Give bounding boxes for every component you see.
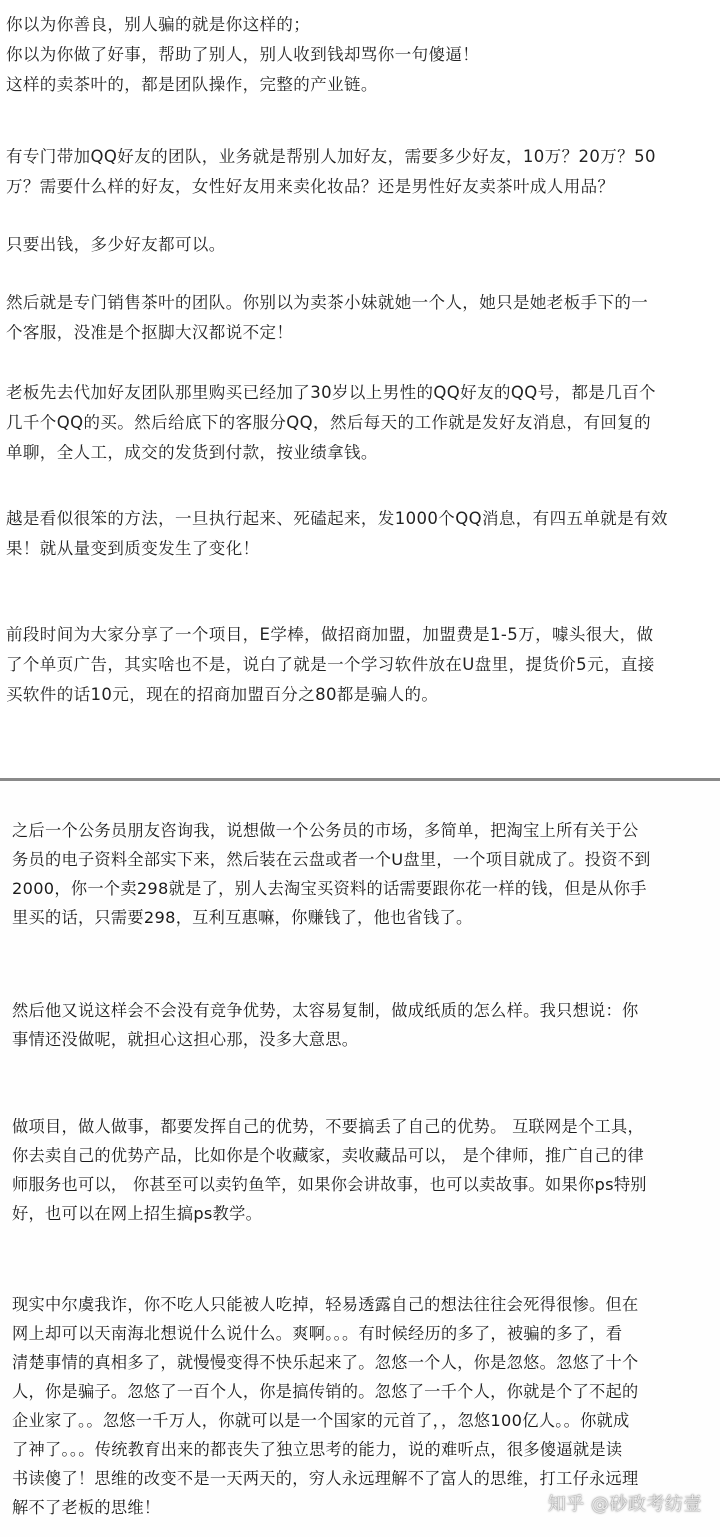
text-line: 然后他又说这样会不会没有竞争优势，太容易复制，做成纸质的怎么样。我只想说：你 <box>12 1001 639 1020</box>
zhihu-watermark: 知乎 @砂政考纺壹 <box>547 1494 702 1515</box>
text-line: 买软件的话10元，现在的招商加盟百分之80都是骗人的。 <box>6 685 439 704</box>
text-line: 单聊，全人工，成交的发货到付款，按业绩拿钱。 <box>6 443 378 462</box>
text-line: 了个单页广告，其实啥也不是，说白了就是一个学习软件放在U盘里，提货价5元，直接 <box>6 655 655 674</box>
text-line: 2000，你一个卖298就是了，别人去淘宝买资料的话需要跟你花一样的钱，但是从你手 <box>12 879 647 898</box>
text-line: 老板先去代加好友团队那里购买已经加了30岁以上男性的QQ好友的QQ号，都是几百个 <box>6 383 656 402</box>
text-line: 做项目，做人做事，都要发挥自己的优势，不要搞丢了自己的优势。 互联网是个工具， <box>12 1117 644 1136</box>
text-line: 人，你是骗子。忽悠了一百个人，你是搞传销的。忽悠了一千个人，你就是个了不起的 <box>12 1382 639 1401</box>
paragraph-3 <box>6 230 714 260</box>
text-line: 几千个QQ的买。然后给底下的客服分QQ，然后每天的工作就是发好友消息，有回复的 <box>6 413 652 432</box>
text-line: 解不了老板的思维！ <box>12 1498 161 1517</box>
article-top-section <box>0 0 720 760</box>
text-line: 事情还没做呢，就担心这担心那，没多大意思。 <box>12 1030 359 1049</box>
paragraph-9 <box>12 996 712 1054</box>
text-line: 好，也可以在网上招生搞ps教学。 <box>12 1204 263 1223</box>
paragraph-5 <box>6 378 714 468</box>
paragraph-8 <box>12 816 712 932</box>
paragraph-4 <box>6 288 714 348</box>
text-line: 务员的电子资料全部实下来，然后装在云盘或者一个U盘里，一个项目就成了。投资不到 <box>12 850 651 869</box>
text-line: 书读傻了！思维的改变不是一天两天的，穷人永远理解不了富人的思维，打工仔永远理 <box>12 1469 639 1488</box>
text-line: 只要出钱，多少好友都可以。 <box>6 235 226 254</box>
text-line: 个客服，没准是个抠脚大汉都说不定！ <box>6 323 294 342</box>
text-line: 前段时间为大家分享了一个项目，E学棒，做招商加盟，加盟费是1-5万，噱头很大，做 <box>6 625 654 644</box>
text-line: 你以为你善良，别人骗的就是你这样的； <box>6 15 311 34</box>
text-line: 这样的卖茶叶的，都是团队操作，完整的产业链。 <box>6 75 378 94</box>
text-line: 现实中尔虞我诈，你不吃人只能被人吃掉，轻易透露自己的想法往往会死得很惨。但在 <box>12 1295 639 1314</box>
paragraph-10 <box>12 1112 712 1228</box>
paragraph-1 <box>6 10 714 100</box>
text-line: 你去卖自己的优势产品，比如你是个收藏家，卖收藏品可以， 是个律师，推广自己的律 <box>12 1146 644 1165</box>
text-line: 师服务也可以， 你甚至可以卖钓鱼竿，如果你会讲故事，也可以卖故事。如果你ps特别 <box>12 1175 647 1194</box>
text-line: 里买的话，只需要298，互利互惠嘛，你赚钱了，他也省钱了。 <box>12 908 473 927</box>
text-line: 万？需要什么样的好友，女性好友用来卖化妆品？还是男性好友卖茶叶成人用品？ <box>6 177 615 196</box>
text-line: 果！就从量变到质变发生了变化！ <box>6 539 260 558</box>
section-divider <box>0 778 720 781</box>
paragraph-6 <box>6 504 714 564</box>
text-line: 了神了。。。传统教育出来的都丧失了独立思考的能力，说的难听点，很多傻逼就是读 <box>12 1440 623 1459</box>
text-line: 网上却可以天南海北想说什么说什么。爽啊。。。有时候经历的多了，被骗的多了，看 <box>12 1324 623 1343</box>
text-line: 之后一个公务员朋友咨询我，说想做一个公务员的市场，多简单，把淘宝上所有关于公 <box>12 821 639 840</box>
paragraph-7 <box>6 620 714 710</box>
text-line: 你以为你做了好事，帮助了别人，别人收到钱却骂你一句傻逼！ <box>6 45 480 64</box>
text-line: 有专门带加QQ好友的团队，业务就是帮别人加好友，需要多少好友，10万？20万？50 <box>6 147 656 166</box>
text-line: 企业家了。。忽悠一千万人，你就可以是一个国家的元首了，，忽悠100亿人。。你就成 <box>12 1411 630 1430</box>
text-line: 越是看似很笨的方法，一旦执行起来、死磕起来，发1000个QQ消息，有四五单就是有效 <box>6 509 668 528</box>
paragraph-11 <box>12 1290 712 1522</box>
text-line: 然后就是专门销售茶叶的团队。你别以为卖茶小妹就她一个人，她只是她老板手下的一 <box>6 293 649 312</box>
paragraph-2 <box>6 142 714 202</box>
text-line: 清楚事情的真相多了，就慢慢变得不快乐起来了。忽悠一个人，你是忽悠。忽悠了十个 <box>12 1353 639 1372</box>
